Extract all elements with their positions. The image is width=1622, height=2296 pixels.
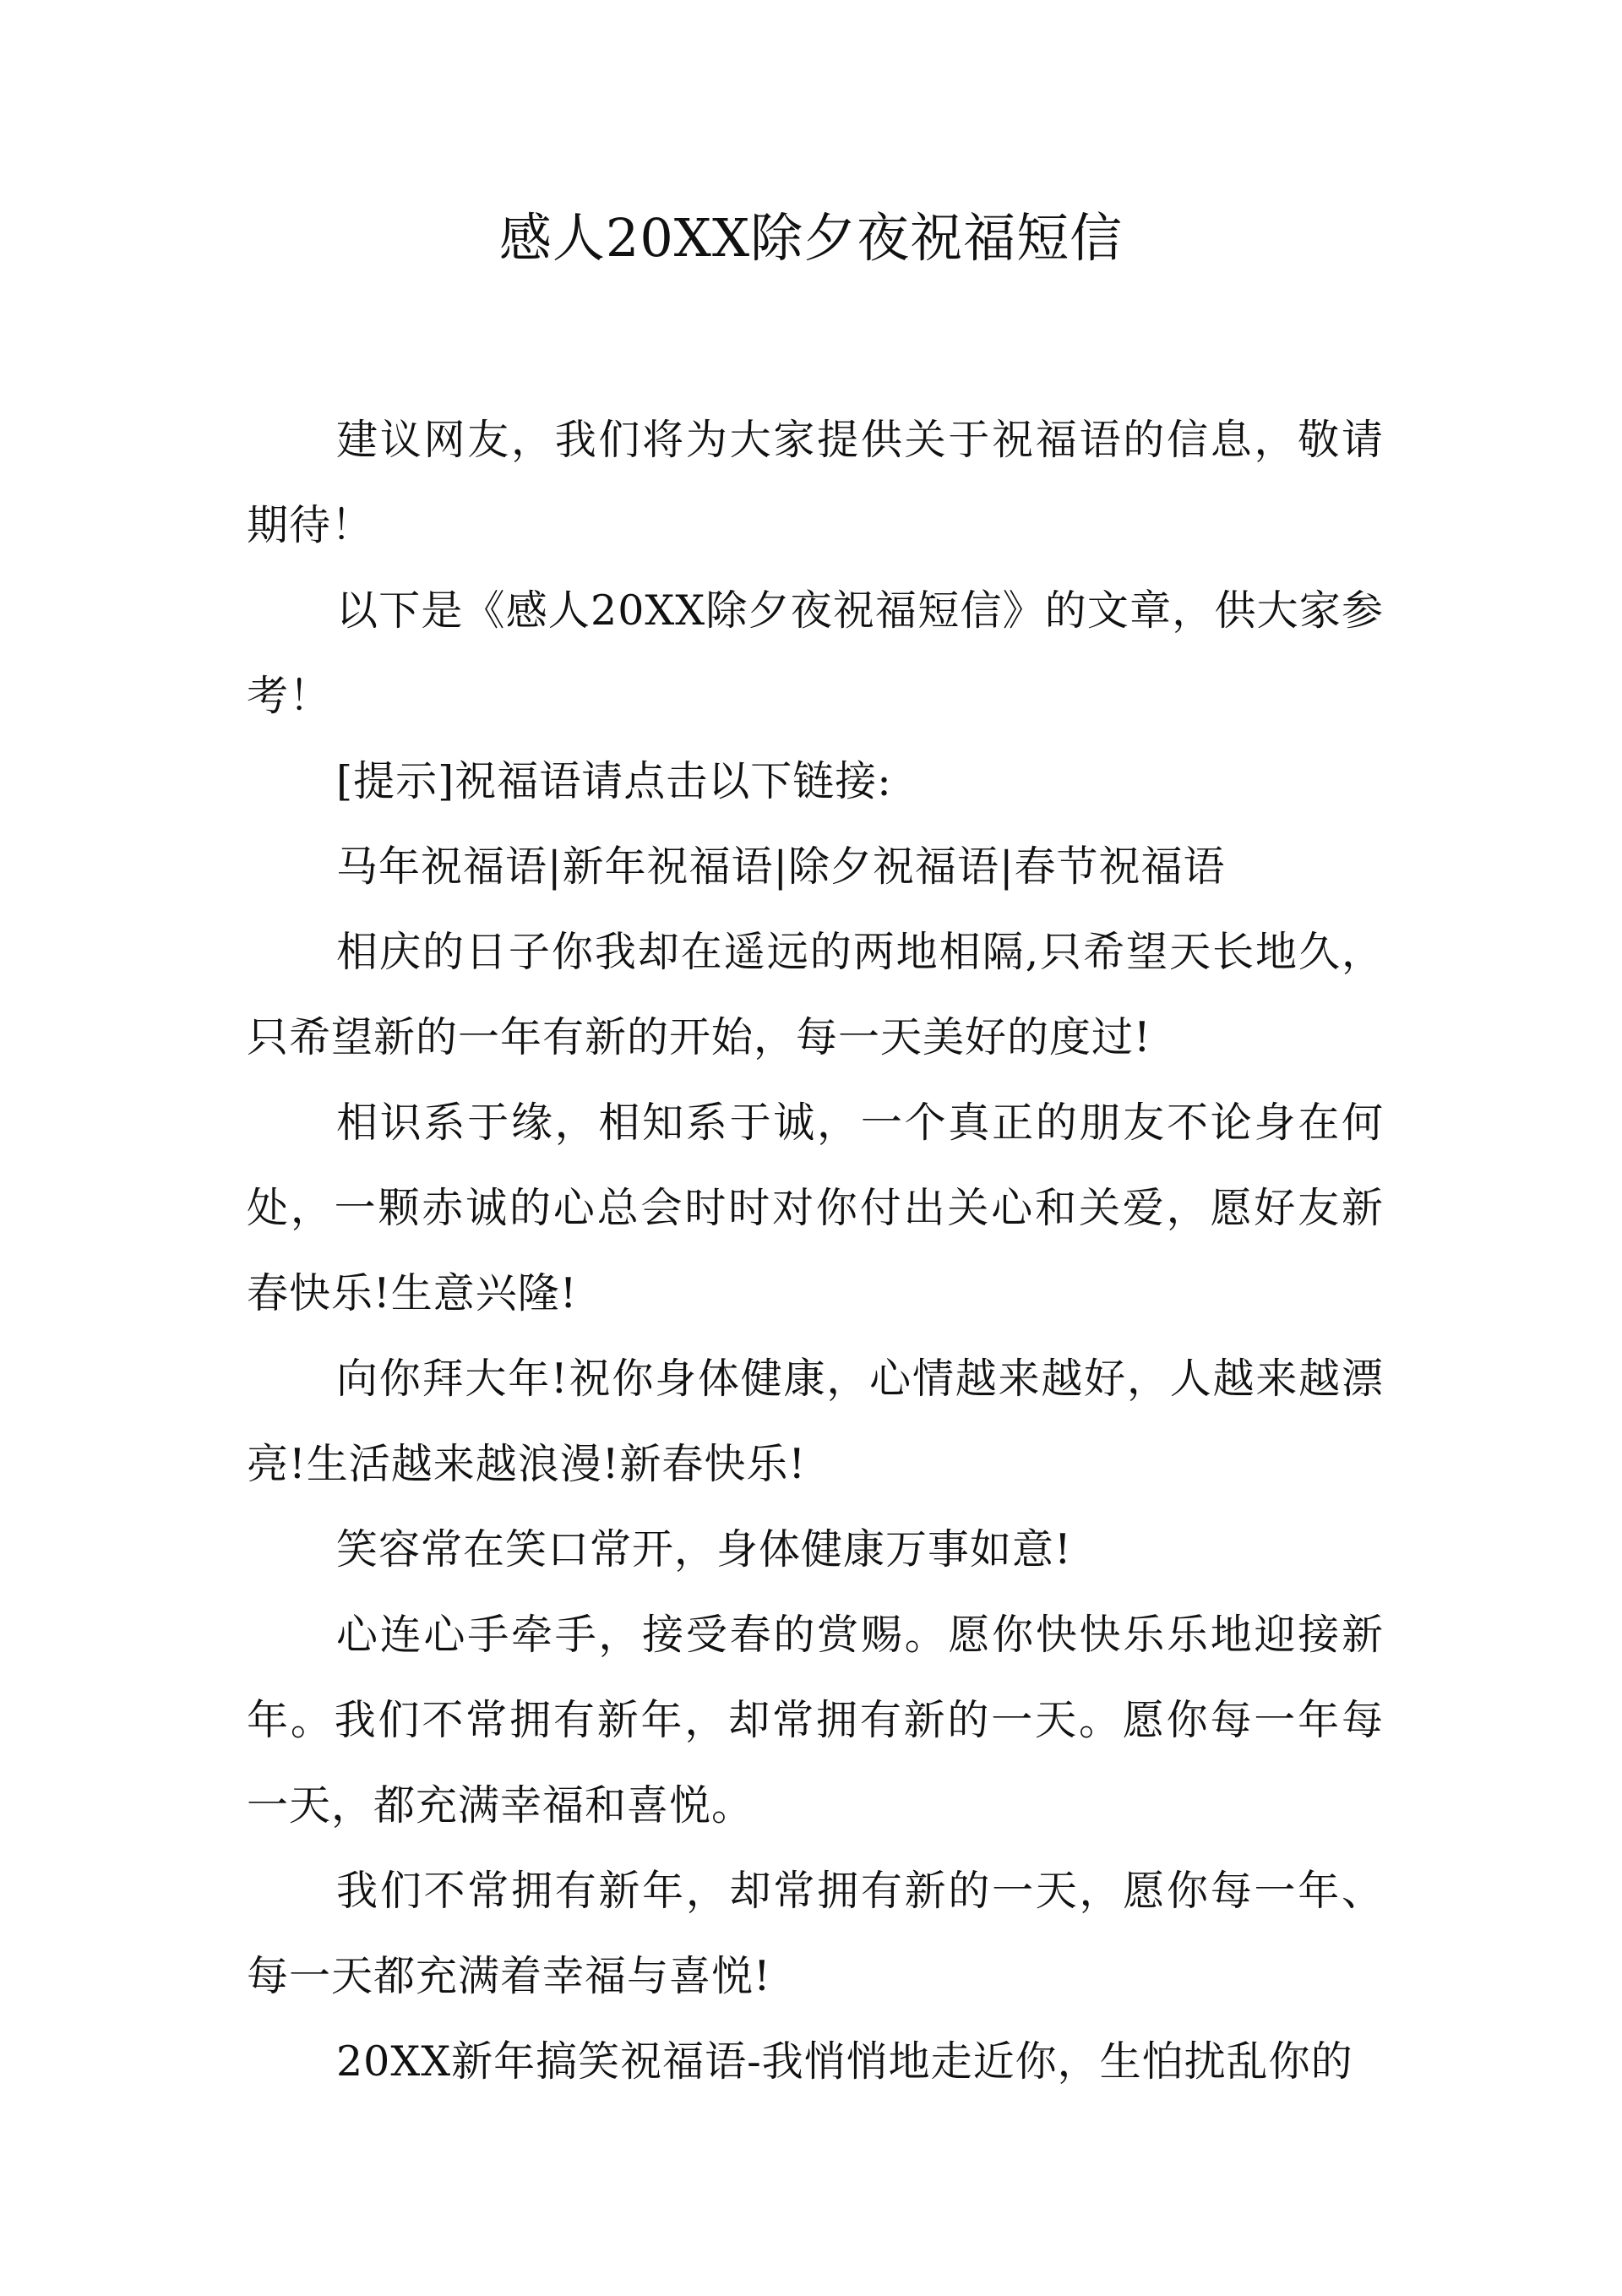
paragraph: 向你拜大年!祝你身体健康，心情越来越好，人越来越漂亮!生活越来越浪漫!新春快乐! [247, 1355, 1384, 1488]
paragraph: 建议网友，我们将为大家提供关于祝福语的信息，敬请期待！ [247, 416, 1384, 549]
paragraph: 心连心手牵手，接受春的赏赐。愿你快快乐乐地迎接新年。我们不常拥有新年，却常拥有新的一天。愿你每一年每一天，都充满幸福和喜悦。 [247, 1611, 1384, 1830]
paragraph: 相庆的日子你我却在遥远的两地相隔,只希望天长地久，只希望新的一年有新的开始，每一天美好的度过! [247, 928, 1384, 1061]
paragraph: 以下是《感人20XX除夕夜祝福短信》的文章，供大家参考！ [247, 586, 1384, 720]
document-body [247, 397, 1384, 2104]
paragraph: [提示]祝福语请点击以下链接: [336, 757, 892, 805]
paragraph: 我们不常拥有新年，却常拥有新的一天，愿你每一年、每一天都充满着幸福与喜悦! [247, 1867, 1384, 2000]
paragraph: 马年祝福语|新年祝福语|除夕祝福语|春节祝福语 [336, 843, 1226, 891]
document-title: 感人20XX除夕夜祝福短信 [498, 207, 1124, 269]
paragraph: 相识系于缘，相知系于诚，一个真正的朋友不论身在何处，一颗赤诚的心总会时时对你付出关心和关爱，愿好友新春快乐!生意兴隆! [247, 1099, 1384, 1317]
paragraph: 笑容常在笑口常开，身体健康万事如意! [336, 1525, 1072, 1573]
paragraph: 20XX新年搞笑祝福语-我悄悄地走近你，生怕扰乱你的 [336, 2037, 1353, 2086]
